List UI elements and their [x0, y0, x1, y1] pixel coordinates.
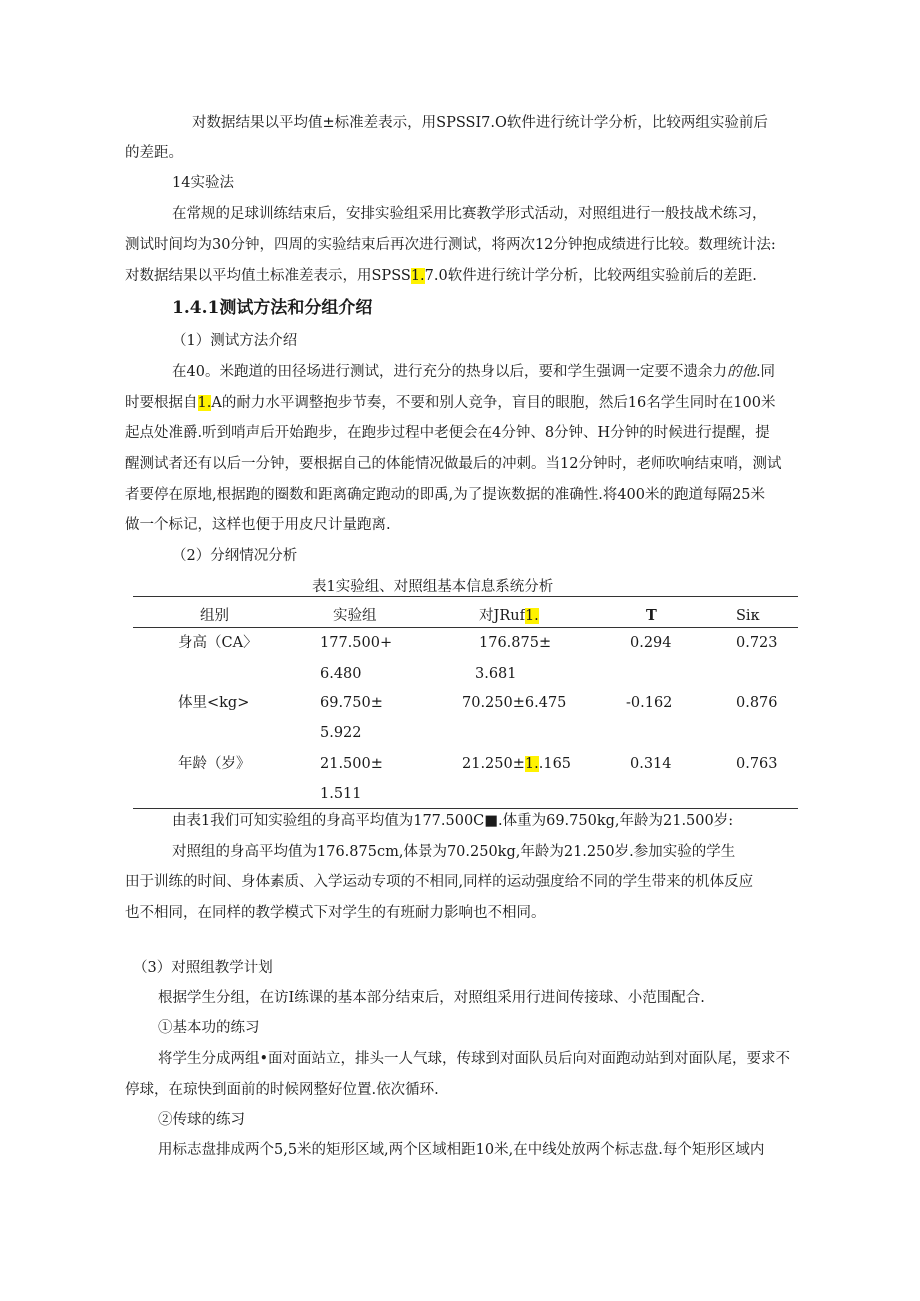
table-row-age-ctrl-pre: 21.250± — [462, 756, 525, 772]
para3-line2-pre: 时要根据自 — [125, 395, 198, 411]
table-header-ctrl-highlight: 1. — [524, 608, 539, 624]
table-row-height-ctrl: 176.875± — [479, 635, 552, 651]
table-row-height-exp: 177.500+ — [320, 635, 393, 651]
para5-line4: 用标志盘排成两个5,5米的矩形区域,两个区域相距10米,在中线处放两个标志盘.每个矩形区域内 — [158, 1142, 765, 1158]
para2-line3-highlight: 1. — [410, 268, 425, 284]
table-header-exp: 实验组 — [333, 608, 377, 624]
para2-line1: 在常规的足球训练结束后，安排实验组采用比赛教学形式活动，对照组进行一般技战术练习， — [172, 206, 767, 222]
table-row-weight-exp-pre: 6.480 — [320, 666, 362, 682]
table-row-age-ctrl — [462, 754, 571, 774]
para4-line1: 由表1我们可知实验组的身高平均值为177.500C■.体重为69.750kg,年龄为21.500岁: — [172, 813, 734, 829]
para3-line5: 者要停在原地,根据跑的圈数和距离确定跑动的即禹,为了提诙数据的准确性.将400米的跑道每隔25米 — [125, 487, 765, 503]
table-row-age-ctrl-post: .165 — [538, 756, 572, 772]
table-header-group: 组别 — [200, 608, 229, 624]
table-row-weight-t: -0.162 — [626, 695, 673, 711]
table-bottom-rule — [133, 808, 798, 809]
para3-line1-post: .同 — [755, 364, 776, 380]
table-top-rule — [133, 596, 798, 597]
table-header-t: T — [646, 607, 657, 624]
para1-line1: 对数据结果以平均值±标准差表示，用SPSSI7.O软件进行统计学分析，比较两组实验前后 — [192, 115, 768, 131]
para4-line4: 也不相同，在同样的教学模式下对学生的有班耐力影响也不相同。 — [125, 905, 546, 921]
table-row-age-label: 年龄（岁》 — [178, 756, 251, 772]
section-14-title: 14实验法 — [172, 175, 234, 191]
table-row-height-t: 0.294 — [630, 635, 672, 651]
table-header-ctrl — [479, 606, 539, 626]
para1-line2: 的差距。 — [125, 145, 183, 161]
para3-line1-pre: 在40。米跑道的田径场进行测试，进行充分的热身以后，要和学生强调一定要不遗余力 — [172, 364, 727, 380]
para2-line3-pre: 对数据结果以平均值土标准差表示，用SPSS — [125, 268, 411, 284]
table-header-sig: Siκ — [736, 608, 760, 624]
table-row-height-sig: 0.723 — [736, 635, 778, 651]
para3-line1 — [172, 362, 775, 382]
para3-line1-italic: 的他 — [726, 364, 756, 380]
para3-line6: 做一个标记，这样也便于用皮尺计量跑离. — [125, 517, 391, 533]
para2-line3-post: 7.0软件进行统计学分析，比较两组实验前后的差距. — [424, 268, 757, 284]
sub2-title: （2）分纲情况分析 — [172, 548, 298, 564]
sub1-title: （1）测试方法介绍 — [172, 333, 298, 349]
para4-line2: 对照组的身高平均值为176.875cm,体景为70.250kg,年龄为21.250岁.参加实验的学生 — [172, 844, 736, 860]
para5-item1: ①基本功的练习 — [158, 1020, 260, 1036]
table-header-ctrl-pre: 对JRuf — [479, 608, 525, 624]
para3-line2-highlight: 1. — [197, 395, 212, 411]
para5-line2: 将学生分成两组•面对面站立，排头一人气球，传球到对面队员后向对面跑动站到对面队尾，要求不 — [158, 1051, 791, 1067]
para2-line2: 测试时间均为30分钟，四周的实验结束后再次进行测试，将两次12分钟抱成绩进行比较。数理统计法: — [125, 237, 776, 253]
table-row-weight-exp-post: 5.922 — [320, 725, 362, 741]
section-141-title: 1.4.1测试方法和分组介绍 — [172, 298, 373, 318]
table-caption: 表1实验组、对照组基本信息系统分析 — [312, 579, 554, 595]
table-row-age-exp: 21.500± — [320, 756, 383, 772]
sub3-title: （3）对照组教学计划 — [133, 960, 273, 976]
para4-line3: 田于训练的时间、身体素质、入学运动专项的不相同,同样的运动强度给不同的学生带来的机体反应 — [125, 874, 754, 890]
para5-line1: 根据学生分组，在访I练课的基本部分结束后，对照组采用行进间传接球、小范围配合. — [158, 990, 705, 1006]
table-row-age-ctrl-highlight: 1. — [524, 756, 539, 772]
para5-item2: ②传球的练习 — [158, 1112, 245, 1128]
table-row-age-sig: 0.763 — [736, 756, 778, 772]
table-row-weight-ctrl: 70.250±6.475 — [462, 695, 567, 711]
table-row-weight-sig: 0.876 — [736, 695, 778, 711]
table-row-age-t: 0.314 — [630, 756, 672, 772]
table-row-height-label: 身高（CA〉 — [178, 635, 258, 651]
table-row-weight-ctrl-pre: 3.681 — [475, 666, 517, 682]
table-header-rule — [133, 627, 798, 628]
para3-line4: 醒测试者还有以后一分钟，要根据自己的体能情况做最后的冲刺。当12分钟时，老师吹响结束哨，测试 — [125, 456, 782, 472]
table-row-weight-exp: 69.750± — [320, 695, 383, 711]
table-row-age-exp-post: 1.511 — [320, 786, 362, 802]
para3-line3: 起点处准爵.听到哨声后开始跑步，在跑步过程中老便会在4分钟、8分钟、H分钟的时候进行提醒，提 — [125, 425, 770, 441]
para3-line2 — [125, 393, 775, 413]
para5-line3: 停球，在琼快到面前的时候网整好位置.依次循环. — [125, 1082, 439, 1098]
para2-line3 — [125, 266, 757, 286]
para3-line2-post: A的耐力水平调整抱步节奏，不要和别人竞争，盲目的眼胞，然后16名学生同时在100米 — [211, 395, 776, 411]
table-row-weight-label: 体里<kg> — [178, 695, 250, 711]
